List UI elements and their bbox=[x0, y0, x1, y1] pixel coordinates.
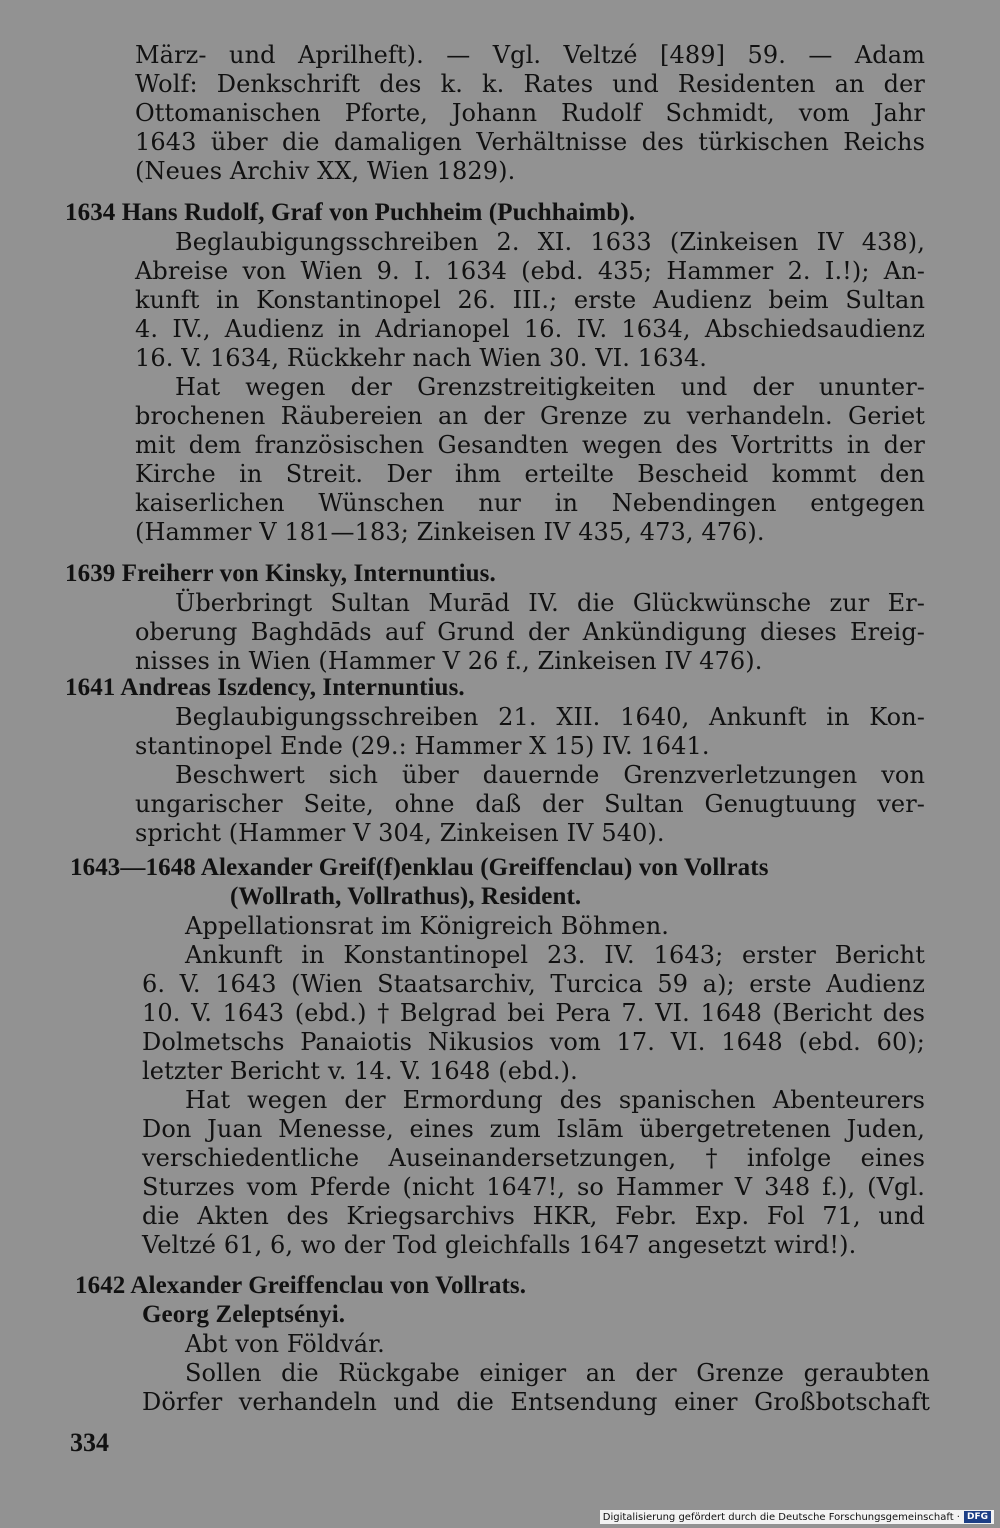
text-line: Beschwert sich über dauernde Grenzverletzungen von bbox=[175, 761, 925, 789]
text-line: 6. V. 1643 (Wien Staatsarchiv, Turcica 59 a); erste Audienz bbox=[142, 970, 925, 998]
text-line: Sturzes vom Pferde (nicht 1647!, so Hammer V 348 f.), (Vgl. bbox=[142, 1173, 925, 1201]
text-line: Dolmetschs Panaiotis Nikusios vom 17. VI. 1648 (ebd. 60); bbox=[142, 1028, 925, 1056]
text-line: kaiserlichen Wünschen nur in Nebendingen entgegen bbox=[135, 489, 925, 517]
text-line: Sollen die Rückgabe einiger an der Grenze geraubten bbox=[185, 1359, 930, 1387]
text-line: ungarischer Seite, ohne daß der Sultan Genugtuung ver- bbox=[135, 790, 925, 818]
text-line: spricht (Hammer V 304, Zinkeisen IV 540). bbox=[135, 819, 665, 847]
text-line: Ottomanischen Pforte, Johann Rudolf Schmidt, vom Jahr bbox=[135, 99, 925, 127]
text-line: Abreise von Wien 9. I. 1634 (ebd. 435; Hammer 2. I.!); An- bbox=[135, 257, 925, 285]
text-line: Hat wegen der Ermordung des spanischen Abenteurers bbox=[185, 1086, 925, 1114]
text-line: verschiedentliche Auseinandersetzungen, † infolge eines bbox=[142, 1144, 925, 1172]
entry-heading: (Wollrath, Vollrathus), Resident. bbox=[230, 883, 582, 910]
text-line: Dörfer verhandeln und die Entsendung einer Großbotschaft bbox=[142, 1388, 930, 1416]
digitization-footer bbox=[600, 1510, 994, 1524]
entry-heading: 1642 Alexander Greiffenclau von Vollrats. bbox=[75, 1272, 527, 1299]
text-line: 4. IV., Audienz in Adrianopel 16. IV. 1634, Abschiedsaudienz bbox=[135, 315, 925, 343]
text-line: stantinopel Ende (29.: Hammer X 15) IV. 1641. bbox=[135, 732, 710, 760]
dfg-logo-icon: DFG bbox=[964, 1511, 991, 1523]
text-line: März- und Aprilheft). — Vgl. Veltzé [489] 59. — Adam bbox=[135, 41, 925, 69]
page-number: 334 bbox=[70, 1428, 109, 1457]
text-line: Beglaubigungsschreiben 2. XI. 1633 (Zinkeisen IV 438), bbox=[175, 228, 925, 256]
text-line: Appellationsrat im Königreich Böhmen. bbox=[185, 912, 669, 940]
text-line: (Neues Archiv XX, Wien 1829). bbox=[135, 157, 516, 185]
text-line: Abt von Földvár. bbox=[185, 1330, 385, 1358]
text-line: 1643 über die damaligen Verhältnisse des türkischen Reichs bbox=[135, 128, 925, 156]
text-line: 16. V. 1634, Rückkehr nach Wien 30. VI. 1634. bbox=[135, 344, 707, 372]
text-line: mit dem französischen Gesandten wegen des Vortritts in der bbox=[135, 431, 925, 459]
entry-heading: 1634 Hans Rudolf, Graf von Puchheim (Puchhaimb). bbox=[65, 199, 636, 226]
text-line: kunft in Konstantinopel 26. III.; erste Audienz beim Sultan bbox=[135, 286, 925, 314]
text-line: Überbringt Sultan Murād IV. die Glückwünsche zur Er- bbox=[175, 589, 925, 617]
text-line: die Akten des Kriegsarchivs HKR, Febr. Exp. Fol 71, und bbox=[142, 1202, 925, 1230]
text-line: Don Juan Menesse, eines zum Islām übergetretenen Juden, bbox=[142, 1115, 925, 1143]
text-line: Kirche in Streit. Der ihm erteilte Bescheid kommt den bbox=[135, 460, 925, 488]
text-line: Hat wegen der Grenzstreitigkeiten und der ununter- bbox=[175, 373, 925, 401]
text-line: Veltzé 61, 6, wo der Tod gleichfalls 1647 angesetzt wird!). bbox=[142, 1231, 857, 1259]
entry-heading: 1639 Freiherr von Kinsky, Internuntius. bbox=[65, 560, 496, 587]
entry-heading: Georg Zeleptsényi. bbox=[142, 1301, 346, 1328]
text-line: Beglaubigungsschreiben 21. XII. 1640, Ankunft in Kon- bbox=[175, 703, 925, 731]
text-line: letzter Bericht v. 14. V. 1648 (ebd.). bbox=[142, 1057, 578, 1085]
entry-heading: 1641 Andreas Iszdency, Internuntius. bbox=[65, 674, 465, 701]
text-line: oberung Baghdāds auf Grund der Ankündigung dieses Ereig- bbox=[135, 618, 925, 646]
entry-heading: 1643—1648 Alexander Greif(f)enklau (Greiffenclau) von Vollrats bbox=[70, 854, 769, 881]
text-line: brochenen Räubereien an der Grenze zu verhandeln. Geriet bbox=[135, 402, 925, 430]
text-line: 10. V. 1643 (ebd.) † Belgrad bei Pera 7. VI. 1648 (Bericht des bbox=[142, 999, 925, 1027]
footer-text: Digitalisierung gefördert durch die Deutsche Forschungsgemeinschaft · bbox=[602, 1511, 960, 1523]
text-line: nisses in Wien (Hammer V 26 f., Zinkeisen IV 476). bbox=[135, 647, 763, 675]
text-line: Ankunft in Konstantinopel 23. IV. 1643; erster Bericht bbox=[185, 941, 925, 969]
text-line: Wolf: Denkschrift des k. k. Rates und Residenten an der bbox=[135, 70, 925, 98]
text-line: (Hammer V 181—183; Zinkeisen IV 435, 473, 476). bbox=[135, 518, 765, 546]
